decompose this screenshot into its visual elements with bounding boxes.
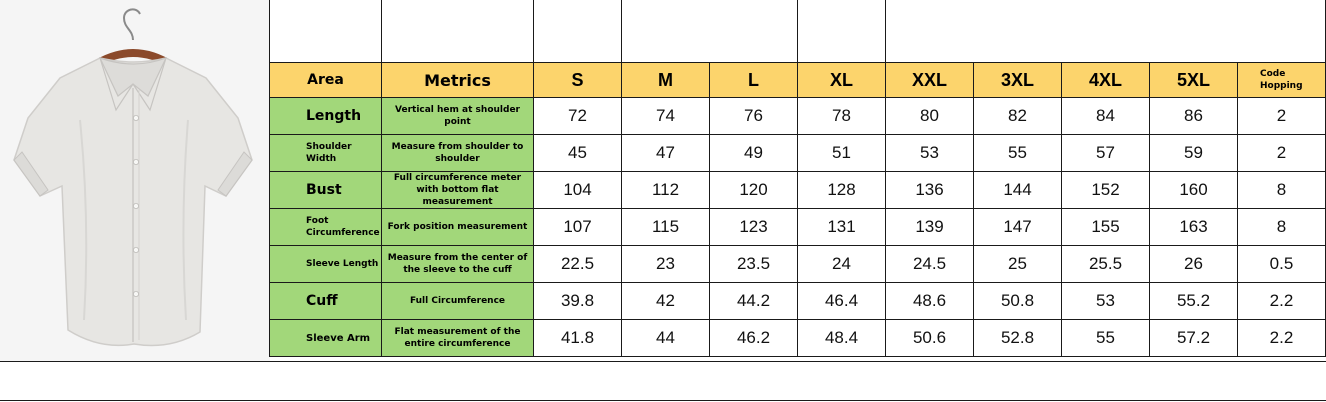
size-value: 44	[622, 320, 710, 357]
table-row	[270, 209, 1326, 246]
row-metric-description: Measure from shoulder to shoulder	[382, 135, 534, 172]
table-row	[270, 135, 1326, 172]
size-value: 136	[886, 172, 974, 209]
size-value: 24	[798, 246, 886, 283]
row-metric-description: Measure from the center of the sleeve to the cuff	[382, 246, 534, 283]
size-value: 26	[1150, 246, 1238, 283]
size-value: 51	[798, 135, 886, 172]
table-row	[270, 246, 1326, 283]
size-value: 72	[534, 98, 622, 135]
size-value: 86	[1150, 98, 1238, 135]
area-header: Area	[270, 63, 382, 98]
code-hopping-value: 8	[1238, 209, 1326, 246]
blank-top-row	[270, 0, 1326, 63]
size-value: 131	[798, 209, 886, 246]
row-area-label: Foot Circumference	[270, 209, 382, 246]
size-value: 104	[534, 172, 622, 209]
size-value: 80	[886, 98, 974, 135]
size-value: 45	[534, 135, 622, 172]
size-value: 24.5	[886, 246, 974, 283]
size-value: 22.5	[534, 246, 622, 283]
size-value: 84	[1062, 98, 1150, 135]
row-area-label: Sleeve Arm	[270, 320, 382, 357]
size-value: 107	[534, 209, 622, 246]
size-value: 160	[1150, 172, 1238, 209]
size-header-l: L	[710, 63, 798, 98]
blank-cell	[798, 0, 886, 63]
row-metric-description: Full circumference meter with bottom flat measurement	[382, 172, 534, 209]
blank-cell	[886, 0, 1326, 63]
row-area-label: Shoulder Width	[270, 135, 382, 172]
header-row	[270, 63, 1326, 98]
code-hopping-header: Code Hopping	[1238, 63, 1326, 98]
row-metric-description: Full Circumference	[382, 283, 534, 320]
size-value: 74	[622, 98, 710, 135]
code-hopping-value: 2	[1238, 98, 1326, 135]
blank-cell	[382, 0, 534, 63]
size-header-4xl: 4XL	[1062, 63, 1150, 98]
size-value: 128	[798, 172, 886, 209]
size-value: 55	[1062, 320, 1150, 357]
size-value: 48.6	[886, 283, 974, 320]
size-header-3xl: 3XL	[974, 63, 1062, 98]
code-hopping-value: 2.2	[1238, 320, 1326, 357]
bottom-blank-row	[0, 361, 1326, 401]
code-hopping-value: 2.2	[1238, 283, 1326, 320]
row-area-label: Length	[270, 98, 382, 135]
code-hopping-value: 8	[1238, 172, 1326, 209]
table-row	[270, 283, 1326, 320]
size-value: 155	[1062, 209, 1150, 246]
row-metric-description: Vertical hem at shoulder point	[382, 98, 534, 135]
size-chart-table	[269, 0, 1326, 357]
size-header-5xl: 5XL	[1150, 63, 1238, 98]
table-row	[270, 172, 1326, 209]
size-value: 163	[1150, 209, 1238, 246]
size-value: 48.4	[798, 320, 886, 357]
row-metric-description: Flat measurement of the entire circumference	[382, 320, 534, 357]
size-value: 46.2	[710, 320, 798, 357]
size-value: 44.2	[710, 283, 798, 320]
product-photo	[0, 0, 270, 362]
size-value: 53	[1062, 283, 1150, 320]
size-value: 47	[622, 135, 710, 172]
size-value: 144	[974, 172, 1062, 209]
size-value: 42	[622, 283, 710, 320]
size-value: 55.2	[1150, 283, 1238, 320]
size-header-xl: XL	[798, 63, 886, 98]
blank-cell	[622, 0, 798, 63]
size-value: 55	[974, 135, 1062, 172]
size-value: 147	[974, 209, 1062, 246]
code-hopping-value: 2	[1238, 135, 1326, 172]
blank-cell	[270, 0, 382, 63]
size-value: 23.5	[710, 246, 798, 283]
size-value: 39.8	[534, 283, 622, 320]
size-header-xxl: XXL	[886, 63, 974, 98]
size-value: 123	[710, 209, 798, 246]
row-area-label: Bust	[270, 172, 382, 209]
size-value: 52.8	[974, 320, 1062, 357]
size-value: 57.2	[1150, 320, 1238, 357]
metrics-header: Metrics	[382, 63, 534, 98]
row-area-label: Cuff	[270, 283, 382, 320]
size-value: 78	[798, 98, 886, 135]
size-value: 46.4	[798, 283, 886, 320]
size-value: 53	[886, 135, 974, 172]
code-hopping-value: 0.5	[1238, 246, 1326, 283]
blank-cell	[534, 0, 622, 63]
size-value: 41.8	[534, 320, 622, 357]
size-value: 57	[1062, 135, 1150, 172]
table-row	[270, 98, 1326, 135]
table-row	[270, 320, 1326, 357]
size-value: 112	[622, 172, 710, 209]
size-header-m: M	[622, 63, 710, 98]
size-value: 152	[1062, 172, 1150, 209]
size-value: 139	[886, 209, 974, 246]
size-value: 25	[974, 246, 1062, 283]
size-value: 115	[622, 209, 710, 246]
size-value: 50.6	[886, 320, 974, 357]
size-value: 120	[710, 172, 798, 209]
size-value: 59	[1150, 135, 1238, 172]
size-value: 50.8	[974, 283, 1062, 320]
size-value: 76	[710, 98, 798, 135]
shirt-on-hanger-icon	[0, 0, 270, 362]
size-value: 49	[710, 135, 798, 172]
size-value: 23	[622, 246, 710, 283]
size-value: 25.5	[1062, 246, 1150, 283]
size-value: 82	[974, 98, 1062, 135]
row-metric-description: Fork position measurement	[382, 209, 534, 246]
row-area-label: Sleeve Length	[270, 246, 382, 283]
size-header-s: S	[534, 63, 622, 98]
